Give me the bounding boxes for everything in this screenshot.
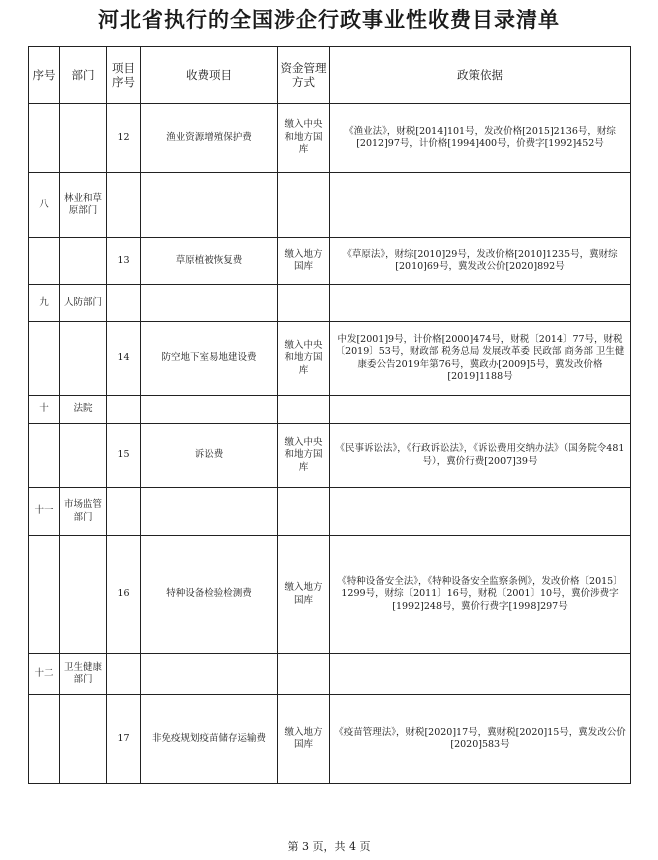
dept-seq: 十二 (29, 654, 60, 695)
table-row (29, 695, 631, 784)
item-seq: 15 (107, 424, 141, 488)
dept-seq: 九 (29, 285, 60, 322)
fee-item: 防空地下室易地建设费 (141, 322, 278, 396)
fee-table (28, 46, 631, 784)
item-seq: 16 (107, 536, 141, 654)
table-row (29, 322, 631, 396)
funds-method: 缴入中央和地方国库 (278, 322, 330, 396)
dept-name: 市场监管部门 (60, 488, 107, 536)
funds-method: 缴入中央和地方国库 (278, 104, 330, 173)
table-row (29, 104, 631, 173)
page-number: 第 3 页，共 4 页 (287, 840, 371, 853)
fee-item: 渔业资源增殖保护费 (141, 104, 278, 173)
item-seq: 13 (107, 238, 141, 285)
table-row (29, 424, 631, 488)
header-seq: 序号 (29, 47, 60, 104)
fee-item: 特种设备检验检测费 (141, 536, 278, 654)
fee-item: 草原植被恢复费 (141, 238, 278, 285)
header-item: 收费项目 (141, 47, 278, 104)
item-seq: 17 (107, 695, 141, 784)
document-title: 河北省执行的全国涉企行政事业性收费目录清单 (98, 8, 560, 32)
header-funds: 资金管理方式 (278, 47, 330, 104)
item-seq: 12 (107, 104, 141, 173)
item-seq: 14 (107, 322, 141, 396)
header-policy: 政策依据 (330, 47, 631, 104)
dept-row (29, 396, 631, 424)
policy-basis: 《特种设备安全法》，《特种设备安全监察条例》，发改价格〔2015〕1299号，财综〔2011〕16号，财税〔2001〕10号，冀价涉费字[1992]248号，冀价行费字[1998]297号 (330, 536, 631, 654)
funds-method: 缴入地方国库 (278, 695, 330, 784)
dept-name: 法院 (60, 396, 107, 424)
policy-basis: 中发[2001]9号，计价格[2000]474号，财税〔2014〕77号，财税〔2019〕53号，财政部 税务总局 发展改革委 民政部 商务部 卫生健康委公告2019年第76号，冀政办[2009]5号，冀发改价格[2019]1188号 (330, 322, 631, 396)
dept-name: 卫生健康部门 (60, 654, 107, 695)
header-dept: 部门 (60, 47, 107, 104)
policy-basis: 《渔业法》，财税[2014]101号，发改价格[2015]2136号，财综[2012]97号，计价格[1994]400号，价费字[1992]452号 (330, 104, 631, 173)
policy-basis: 《民事诉讼法》，《行政诉讼法》，《诉讼费用交纳办法》（国务院令481号），冀价行费[2007]39号 (330, 424, 631, 488)
table-row (29, 238, 631, 285)
funds-method: 缴入中央和地方国库 (278, 424, 330, 488)
dept-seq: 十 (29, 396, 60, 424)
funds-method: 缴入地方国库 (278, 238, 330, 285)
policy-basis: 《草原法》，财综[2010]29号，发改价格[2010]1235号，冀财综[2010]69号，冀发改公价[2020]892号 (330, 238, 631, 285)
dept-row (29, 654, 631, 695)
dept-row (29, 488, 631, 536)
policy-basis: 《疫苗管理法》，财税[2020]17号，冀财税[2020]15号，冀发改公价[2020]583号 (330, 695, 631, 784)
fee-item: 诉讼费 (141, 424, 278, 488)
fee-item: 非免疫规划疫苗储存运输费 (141, 695, 278, 784)
dept-name: 林业和草原部门 (60, 173, 107, 238)
header-item-seq: 项目序号 (107, 47, 141, 104)
dept-seq: 八 (29, 173, 60, 238)
table-header-row (29, 47, 631, 104)
dept-row (29, 173, 631, 238)
dept-name: 人防部门 (60, 285, 107, 322)
table-row (29, 536, 631, 654)
dept-seq: 十一 (29, 488, 60, 536)
dept-row (29, 285, 631, 322)
funds-method: 缴入地方国库 (278, 536, 330, 654)
